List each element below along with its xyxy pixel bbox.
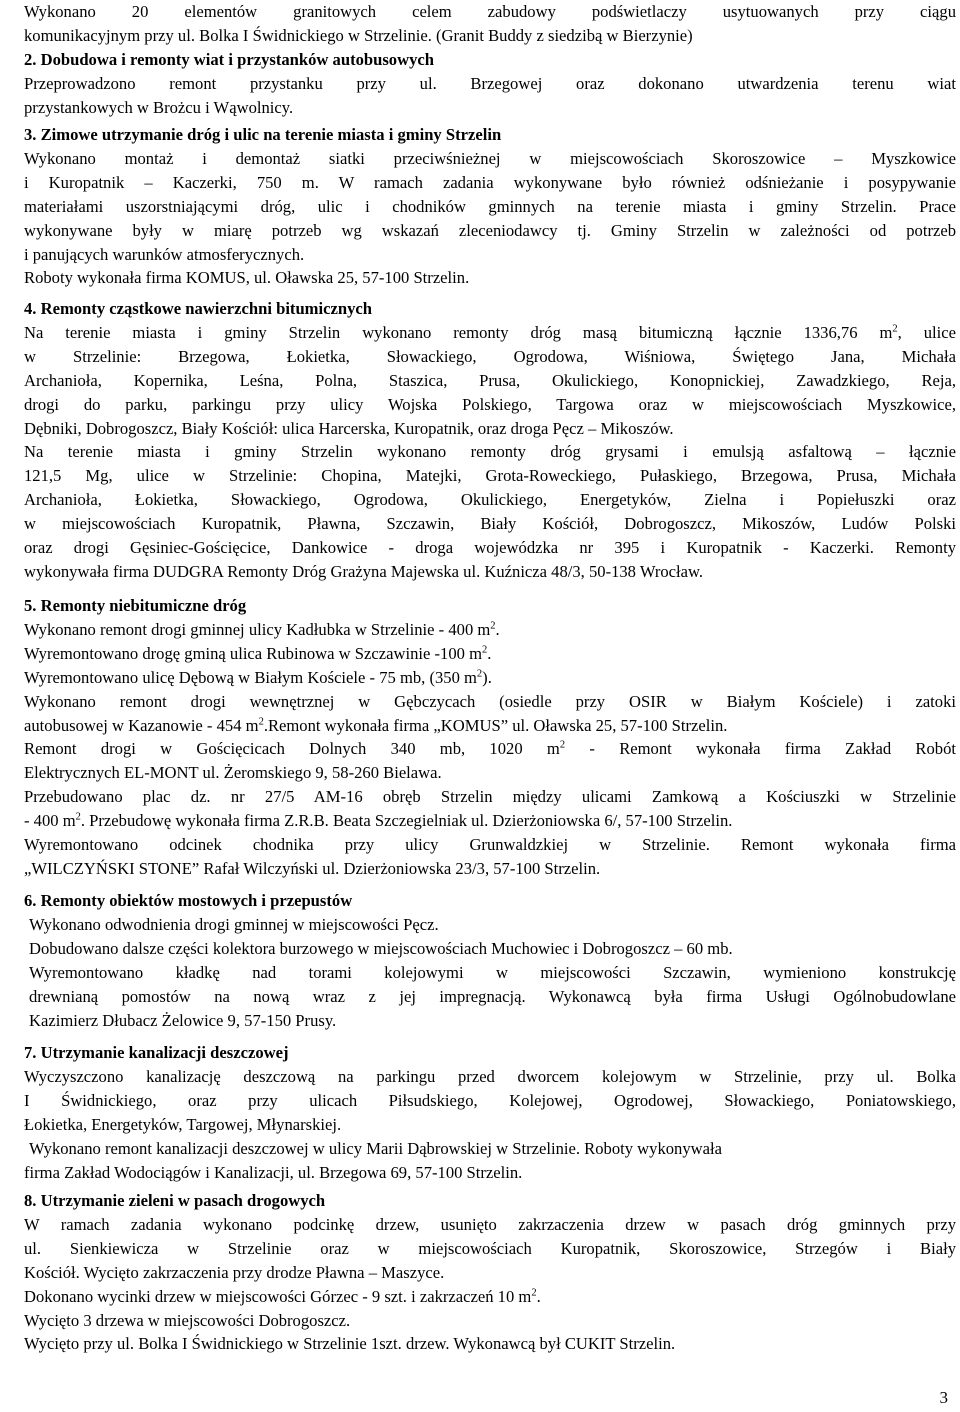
section-4 — [0, 297, 960, 584]
text-line: W ramach zadania wykonano podcinkę drzew, usunięto zakrzaczenia drzew w pasach dróg gminnych przy — [24, 1214, 956, 1234]
text-line: Wykonano montaż i demontaż siatki przeciwśnieżnej w miejscowościach Skoroszowice – Myszkowice — [24, 148, 956, 168]
section-heading: 8. Utrzymanie zieleni w pasach drogowych — [24, 1191, 326, 1210]
text-line: Na terenie miasta i gminy Strzelin wykonano remonty dróg masą bitumiczną łącznie 1336,76 $m^2$, ulice — [24, 322, 956, 342]
text-line: w miejscowościach Kuropatnik, Pławna, Szczawin, Biały Kościół, Dobrogoszcz, Mikoszów, Ludów Polski — [24, 514, 956, 534]
section-heading: 3. Zimowe utrzymanie dróg i ulic na terenie miasta i gminy Strzelin — [24, 125, 502, 144]
section-heading: 2. Dobudowa i remonty wiat i przystanków autobusowych — [24, 50, 434, 69]
text-line: przystankowych w Brożcu i Wąwolnicy. — [24, 97, 294, 117]
text-line: Elektrycznych EL-MONT ul. Żeromskiego 9, 58-260 Bielawa. — [24, 763, 442, 783]
text-line: i panujących warunków atmosferycznych. — [24, 244, 305, 264]
section-2 — [0, 48, 960, 120]
text-line: firma Zakład Wodociągów i Kanalizacji, ul. Brzegowa 69, 57-100 Strzelin. — [24, 1162, 523, 1182]
text-line: Łokietka, Energetyków, Targowej, Młynarskiej. — [24, 1114, 342, 1134]
text-line: Wykonano remont drogi gminnej ulicy Kadłubka w Strzelinie - 400 $m^2$. — [24, 619, 500, 639]
section-6 — [0, 889, 960, 1032]
text-line: Wykonano remont kanalizacji deszczowej w ulicy Marii Dąbrowskiej w Strzelinie. Roboty wykonywała — [29, 1138, 722, 1158]
text-line: Wykonano odwodnienia drogi gminnej w miejscowości Pęcz. — [29, 914, 439, 934]
section-heading: 7. Utrzymanie kanalizacji deszczowej — [24, 1043, 289, 1062]
text-line: Roboty wykonała firma KOMUS, ul. Oławska 25, 57-100 Strzelin. — [24, 268, 470, 288]
section-5 — [0, 594, 960, 881]
text-line: Wyremontowano drogę gminą ulica Rubinowa w Szczawinie -100 $m^2$. — [24, 643, 492, 663]
text-line: Wykonano 20 elementów granitowych celem zabudowy podświetlaczy usytuowanych przy ciągu — [24, 2, 956, 21]
text-line: Archanioła, Kopernika, Leśna, Polna, Staszica, Prusa, Okulickiego, Konopnickiej, Zawadzkiego, Reja, — [24, 370, 956, 390]
intro-paragraph — [0, 0, 960, 48]
section-7 — [0, 1041, 960, 1184]
text-line: Na terenie miasta i gminy Strzelin wykonano remonty dróg grysami i emulsją asfaltową – łącznie — [24, 442, 956, 462]
text-line: Dobudowano dalsze części kolektora burzowego w miejscowościach Muchowiec i Dobrogoszcz – 60 mb. — [29, 938, 733, 958]
text-line: Remont drogi w Gościęcicach Dolnych 340 mb, 1020 $m^2$ - Remont wykonała firma Zakład Robót — [24, 739, 956, 759]
section-heading: 4. Remonty cząstkowe nawierzchni bitumicznych — [24, 299, 372, 318]
text-line: Wykonano remont drogi wewnętrznej w Gębczycach (osiedle przy OSIR w Białym Kościele) i zatoki — [24, 691, 956, 711]
section-8 — [0, 1189, 960, 1356]
text-line: Wycięto przy ul. Bolka I Świdnickiego w Strzelinie 1szt. drzew. Wykonawcą był CUKIT Strzelin. — [24, 1334, 676, 1354]
text-line: i Kuropatnik – Kaczerki, 750 m. W ramach zadania wykonywane było również odśnieżanie i posypywanie — [24, 172, 956, 192]
text-line: materiałami uszorstniającymi dróg, ulic i chodników gminnych na terenie miasta i gminy Strzelin. Prace — [24, 196, 956, 216]
text-line: Dębniki, Dobrogoszcz, Biały Kościół: ulica Harcerska, Kuropatnik, oraz droga Pęcz – Mikoszów. — [24, 418, 674, 438]
text-line: Wycięto 3 drzewa w miejscowości Dobrogoszcz. — [24, 1310, 351, 1330]
text-line: wykonywała firma DUDGRA Remonty Dróg Grażyna Majewska ul. Kuźnicza 48/3, 50-138 Wrocław. — [24, 561, 704, 581]
text-line: „WILCZYŃSKI STONE” Rafał Wilczyński ul. Dzierżoniowska 23/3, 57-100 Strzelin. — [24, 858, 601, 878]
page-number: 3 — [939, 1388, 948, 1407]
text-line: Kazimierz Dłubacz Żelowice 9, 57-150 Prusy. — [29, 1010, 337, 1030]
text-line: oraz drogi Gęsiniec-Gościęcice, Dankowice - droga wojewódzka nr 395 i Kuropatnik - Kaczerki. Remonty — [24, 538, 956, 558]
text-line: Archanioła, Łokietka, Słowackiego, Ogrodowa, Okulickiego, Energetyków, Zielna i Popiełuszki oraz — [24, 490, 956, 510]
text-line: Wyremontowano ulicę Dębową w Białym Kościele - 75 mb, (350 $m^2$). — [24, 667, 492, 687]
text-line: - 400 $m^2$. Przebudowę wykonała firma Z.R.B. Beata Szczegielniak ul. Dzierżoniowska 6/, 57-100 Strzelin. — [24, 811, 733, 831]
text-line: Przeprowadzono remont przystanku przy ul. Brzegowej oraz dokonano utwardzenia terenu wiat — [24, 73, 956, 93]
text-line: Kościół. Wycięto zakrzaczenia przy drodze Pławna – Maszyce. — [24, 1262, 445, 1282]
section-3 — [0, 123, 960, 290]
section-heading: 6. Remonty obiektów mostowych i przepustów — [24, 891, 353, 910]
text-line: drewnianą pomostów na nową wraz z jej impregnacją. Wykonawcą była firma Usługi Ogólnobudowlane — [29, 986, 956, 1006]
text-line: ul. Sienkiewicza w Strzelinie oraz w miejscowościach Kuropatnik, Skoroszowice, Strzegów i Biały — [24, 1238, 956, 1258]
text-line: Wyczyszczono kanalizację deszczową na parkingu przed dworcem kolejowym w Strzelinie, przy ul. Bolka — [24, 1066, 956, 1086]
text-line: 121,5 Mg, ulice w Strzelinie: Chopina, Matejki, Grota-Roweckiego, Pułaskiego, Brzegowa, Prusa, Michała — [24, 466, 956, 486]
text-line: komunikacyjnym przy ul. Bolka I Świdnickiego w Strzelinie. (Granit Buddy z siedzibą w Bierzynie) — [24, 25, 693, 45]
text-line: autobusowej w Kazanowie - 454 $m^2.Remont$ wykonała firma „KOMUS” ul. Oławska 25, 57-100 Strzelin. — [24, 715, 728, 735]
text-line: wykonywane były w miarę potrzeb wg wskazań zleceniodawcy tj. Gminy Strzelin w zależności od potrzeb — [24, 220, 956, 240]
text-line: drogi do parku, parkingu przy ulicy Wojska Polskiego, Targowa oraz w miejscowościach Myszkowice, — [24, 394, 956, 414]
text-line: Wyremontowano odcinek chodnika przy ulicy Grunwaldzkiej w Strzelinie. Remont wykonała firma — [24, 835, 956, 855]
text-line: Przebudowano plac dz. nr 27/5 AM-16 obręb Strzelin między ulicami Zamkową a Kościuszki w Strzelinie — [24, 787, 956, 807]
section-heading: 5. Remonty niebitumiczne dróg — [24, 596, 247, 615]
text-line: Dokonano wycinki drzew w miejscowości Górzec - 9 szt. i zakrzaczeń 10 $m^2$. — [24, 1286, 541, 1306]
text-line: I Świdnickiego, oraz przy ulicach Piłsudskiego, Kolejowej, Ogrodowej, Słowackiego, Poniatowskiego, — [24, 1090, 956, 1110]
text-line: w Strzelinie: Brzegowa, Łokietka, Słowackiego, Ogrodowa, Wiśniowa, Świętego Jana, Michała — [24, 346, 956, 366]
text-line: Wyremontowano kładkę nad torami kolejowymi w miejscowości Szczawin, wymieniono konstrukcję — [29, 962, 956, 982]
